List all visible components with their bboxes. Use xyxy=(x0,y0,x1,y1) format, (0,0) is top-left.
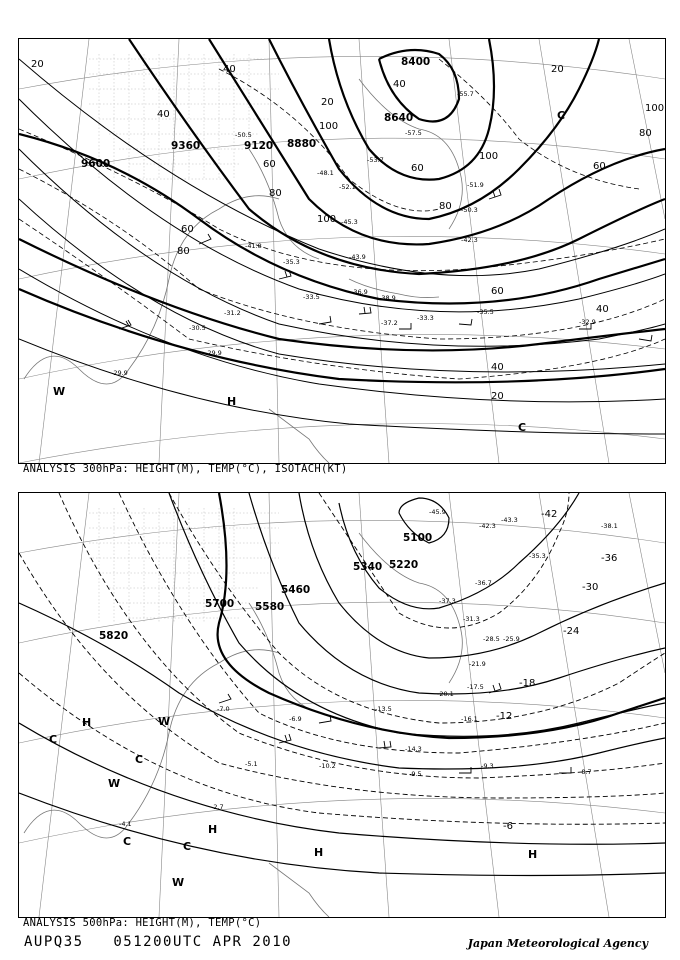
station-value: -5.1 xyxy=(245,760,258,768)
station-value: -50.5 xyxy=(235,131,252,139)
station-value: -36.9 xyxy=(351,288,368,296)
graticule xyxy=(19,493,665,917)
station-value: -25.9 xyxy=(503,635,520,643)
isotach-label: 40 xyxy=(157,109,170,120)
cold-marker: C xyxy=(49,733,58,746)
height-label: 5460 xyxy=(281,584,311,596)
station-value: -35.3 xyxy=(529,552,546,560)
height-label: 8640 xyxy=(384,112,414,124)
high-marker: H xyxy=(314,846,324,859)
wind-barbs xyxy=(219,683,571,773)
isotach-label: 100 xyxy=(479,151,499,162)
map-500hpa-canvas xyxy=(19,493,665,917)
station-value: -43.9 xyxy=(349,253,366,261)
station-value: -7.0 xyxy=(217,705,230,713)
station-value: -13.5 xyxy=(375,705,392,713)
isotach-label: 20 xyxy=(551,64,564,75)
isotherms xyxy=(19,493,665,824)
height-label: 5100 xyxy=(403,532,433,544)
station-value: -42.3 xyxy=(461,236,478,244)
station-value: -30.5 xyxy=(189,324,206,332)
temperature-label: -12 xyxy=(496,711,513,722)
station-value: -45.9 xyxy=(429,508,446,516)
station-value: -41.8 xyxy=(245,242,262,250)
temperature-label: -42 xyxy=(541,509,558,520)
station-value: -36.7 xyxy=(475,579,492,587)
station-value: -14.3 xyxy=(405,745,422,753)
isotach-label: 100 xyxy=(319,121,339,132)
station-value: -29.9 xyxy=(205,349,222,357)
map-300hpa xyxy=(18,38,666,464)
height-label: 9360 xyxy=(171,140,201,152)
isotach-label: 20 xyxy=(31,59,44,70)
height-label: 8400 xyxy=(401,56,431,68)
high-marker: H xyxy=(208,823,218,836)
map-500hpa xyxy=(18,492,666,918)
station-value: -48.1 xyxy=(317,169,334,177)
isotach-label: 40 xyxy=(223,64,236,75)
height-label: 9120 xyxy=(244,140,274,152)
station-value: -55.7 xyxy=(457,90,474,98)
height-label: 5220 xyxy=(389,559,419,571)
graticule xyxy=(19,39,665,463)
reference-contour xyxy=(218,493,665,738)
height-label: 8880 xyxy=(287,138,317,150)
station-value: -45.3 xyxy=(341,218,358,226)
caption-300hpa: ANALYSIS 300hPa: HEIGHT(M), TEMP(°C), ISOTACH(KT) xyxy=(23,463,348,475)
station-value: -9.3 xyxy=(481,762,494,770)
temperature-label: -18 xyxy=(519,678,536,689)
cold-marker: C xyxy=(518,421,527,434)
chart-identifier xyxy=(24,934,292,950)
map-300hpa-canvas xyxy=(19,39,665,463)
isotach-label: 20 xyxy=(491,391,504,402)
station-value: -52.1 xyxy=(339,183,356,191)
station-value: -31.2 xyxy=(224,309,241,317)
station-value: -4.1 xyxy=(119,820,132,828)
isotach-label: 20 xyxy=(321,97,334,108)
isotach-label: 40 xyxy=(393,79,406,90)
high-marker: H xyxy=(82,716,92,729)
station-value: -43.3 xyxy=(501,516,518,524)
height-label: 5820 xyxy=(99,630,129,642)
temperature-label: -24 xyxy=(563,626,580,637)
station-value: -8.7 xyxy=(579,768,592,776)
cold-marker: C xyxy=(123,835,132,848)
station-value: -35.3 xyxy=(283,258,300,266)
station-value: -16.1 xyxy=(461,715,478,723)
station-value: -6.9 xyxy=(289,715,302,723)
temperature-label: -30 xyxy=(582,582,599,593)
station-value: -37.3 xyxy=(439,597,456,605)
cold-marker: C xyxy=(135,753,144,766)
station-value: -28.5 xyxy=(483,635,500,643)
station-value: -9.5 xyxy=(409,770,422,778)
isotach-label: 60 xyxy=(411,163,424,174)
isotach-label: 80 xyxy=(177,246,190,257)
station-value: -29.9 xyxy=(111,369,128,377)
height-contours xyxy=(19,39,665,382)
station-value: -53.7 xyxy=(367,156,384,164)
temperature-label: -6 xyxy=(503,821,513,832)
isotach-label: 60 xyxy=(263,159,276,170)
station-value: -42.3 xyxy=(479,522,496,530)
station-value: -35.5 xyxy=(477,308,494,316)
high-marker: H xyxy=(528,848,538,861)
isotach-label: 40 xyxy=(596,304,609,315)
height-contours xyxy=(19,493,665,876)
station-value: -2.7 xyxy=(211,803,224,811)
chart-code: AUPQ35 xyxy=(24,934,84,950)
isotach-label: 60 xyxy=(491,286,504,297)
warm-marker: W xyxy=(53,385,66,398)
station-value: -50.3 xyxy=(461,206,478,214)
station-value: -57.5 xyxy=(405,129,422,137)
station-value: -21.9 xyxy=(469,660,486,668)
cold-marker: C xyxy=(183,840,192,853)
height-label: 9600 xyxy=(81,158,111,170)
temperature-label: -36 xyxy=(601,553,618,564)
isotach-label: 100 xyxy=(645,103,665,114)
isotach-label: 60 xyxy=(181,224,194,235)
station-value: -38.9 xyxy=(379,294,396,302)
station-values xyxy=(119,508,618,828)
station-value: -37.2 xyxy=(381,319,398,327)
station-value: -17.5 xyxy=(467,683,484,691)
station-value: -51.9 xyxy=(467,181,484,189)
valid-time: 051200UTC APR 2010 xyxy=(113,934,293,950)
station-value: -38.1 xyxy=(601,522,618,530)
station-value: -20.1 xyxy=(437,690,454,698)
caption-500hpa: ANALYSIS 500hPa: HEIGHT(M), TEMP(°C) xyxy=(23,917,262,929)
warm-marker: W xyxy=(172,876,185,889)
station-value: -33.5 xyxy=(303,293,320,301)
station-value: -32.9 xyxy=(579,318,596,326)
high-marker: H xyxy=(227,395,237,408)
station-value: -33.3 xyxy=(417,314,434,322)
station-value: -10.2 xyxy=(319,762,336,770)
isotach-label: 100 xyxy=(317,214,337,225)
height-label: 5340 xyxy=(353,561,383,573)
isotach-label: 40 xyxy=(491,362,504,373)
warm-marker: W xyxy=(108,777,121,790)
height-label: 5580 xyxy=(255,601,285,613)
warm-marker: W xyxy=(158,715,171,728)
agency-name: Japan Meteorological Agency xyxy=(467,937,648,950)
isotach-label: 80 xyxy=(439,201,452,212)
isotach-label: 80 xyxy=(639,128,652,139)
height-label: 5700 xyxy=(205,598,235,610)
station-value: -31.3 xyxy=(463,615,480,623)
cold-marker: C xyxy=(557,109,566,122)
isotach-label: 60 xyxy=(593,161,606,172)
isotach-label: 80 xyxy=(269,188,282,199)
